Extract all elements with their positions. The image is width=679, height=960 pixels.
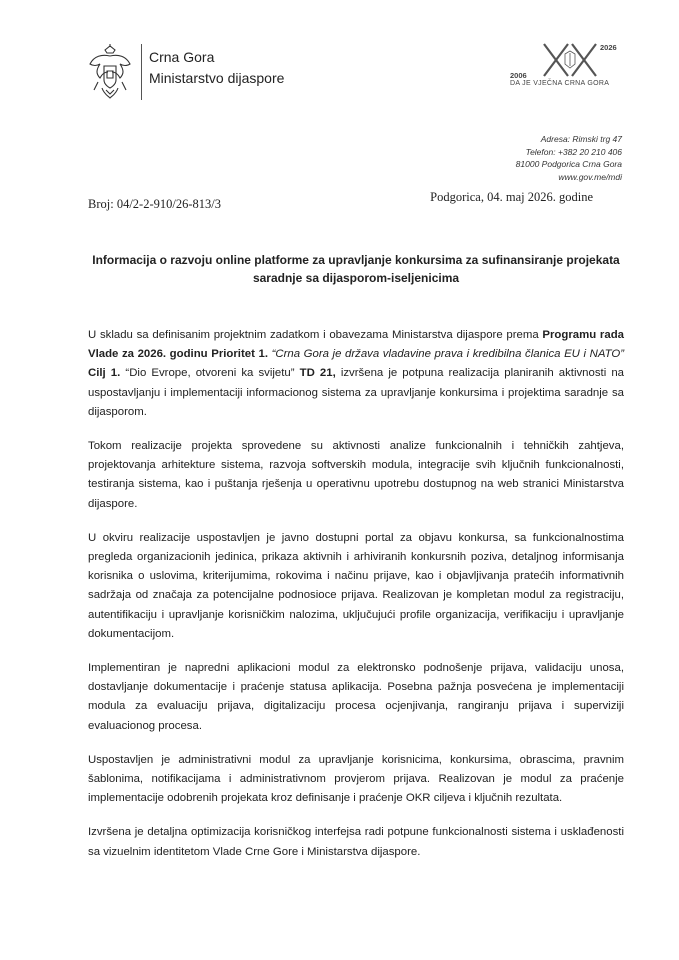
title-line-2: saradnje sa dijasporom-iseljenicima	[252, 271, 460, 285]
logo-year-start: 2006	[510, 71, 527, 80]
p1-goal-quote: “Dio Evrope, otvoreni ka svijetu”	[120, 367, 300, 380]
paragraph-5: Uspostavljen je administrativni modul za upravljanje korisnicima, konkursima, obrascima, pravnim šablonima, notifikacijama i administrativnom provjerom prijava. Realizovan je modul za praćenje implementacije odobrenih projekata kroz definisanje i praćenje OKR ciljeva i ključnih rezultata.	[88, 753, 624, 805]
title-line-1: Informacija o razvoju online platforme za upravljanje konkursima za sufinansiranje projekata	[92, 253, 620, 267]
org-ministry: Ministarstvo dijaspore	[149, 70, 285, 86]
paragraph-1	[88, 326, 624, 422]
paragraph-6: Izvršena je detaljna optimizacija korisničkog interfejsa radi potpune funkcionalnosti sistema i usklađenosti sa vizuelnim identitetom Vlade Crne Gore i Ministarstva dijaspore.	[88, 826, 624, 858]
anniversary-logo	[506, 40, 636, 102]
contact-city: 81000 Podgorica Crna Gora	[515, 159, 622, 169]
p1-text-i: izvršena je potpuna realizacija planiranih aktivnosti na uspostavljanju i implementaciji informacionog sistema za upravljanje konkursima i projektima saradnje sa dijasporom.	[88, 367, 624, 418]
org-country: Crna Gora	[149, 49, 215, 65]
organization-name	[149, 47, 284, 89]
p1-td: TD 21,	[299, 367, 336, 380]
document-date: Podgorica, 04. maj 2026. godine	[430, 190, 593, 204]
contact-web: www.gov.me/mdi	[558, 171, 622, 182]
p1-goal: Cilj 1.	[88, 367, 121, 380]
paragraph-2: Tokom realizacije projekta sprovedene su aktivnosti analize funkcionalnih i tehničkih zahtjeva, projektovanja arhitekture sistema, razvoja softverskih modula, integracije svih ključnih funkcionalnosti, testiranja sistema, kao i puštanja rješenja u operativnu upotrebu dostupnog na web stranici Ministarstva dijaspore.	[88, 440, 624, 510]
logo-year-end: 2026	[600, 43, 617, 52]
contact-block	[516, 133, 622, 183]
coat-of-arms-icon	[88, 44, 132, 102]
header-divider	[141, 44, 142, 100]
paragraph-3: U okviru realizacije uspostavljen je javno dostupni portal za objavu konkursa, sa funkcionalnostima pregleda organizacionih jedinica, prikaza aktivnih i arhiviranih konkursnih poziva, detaljnog informisanja korisnika o uslovima, kriterijumima, rokovima i načinu prijave, kao i objavljivanja pratećih informativnih sadržaja od značaja za potencijalne podnosioce prijava. Realizovan je kompletan modul za registraciju, autentifikaciju i upravljanje korisničkim nalozima, uključujući profile organizacija, verifikaciju i upravljanje dokumentacijom.	[88, 531, 624, 640]
paragraph-4: Implementiran je napredni aplikacioni modul za elektronsko podnošenje prijava, validaciju unosa, dostavljanje dokumentacije i praćenje statusa aplikacija. Posebna pažnja posvećena je implementaciji modula za evaluaciju prijava, digitalizaciju procesa ocjenjivanja, rangiranju prijava i superviziji evaluacionog procesa.	[88, 662, 624, 732]
document-body	[88, 326, 624, 877]
reference-number: Broj: 04/2-2-910/26-813/3	[88, 197, 221, 211]
p1-priority-quote: “Crna Gora je država vladavine prava i kredibilna članica EU i NATO”	[271, 348, 624, 361]
document-title	[88, 251, 624, 287]
logo-tagline: DA JE VJEČNA CRNA GORA	[510, 80, 610, 87]
p1-program: Programu rada Vlade za 2026. godinu Prioritet 1.	[88, 329, 624, 361]
p1-text-a: U skladu sa definisanim projektnim zadatkom i obavezama Ministarstva dijaspore prema	[88, 329, 543, 341]
contact-phone: Telefon: +382 20 210 406	[525, 146, 622, 157]
contact-address: Adresa: Rimski trg 47	[540, 134, 622, 144]
